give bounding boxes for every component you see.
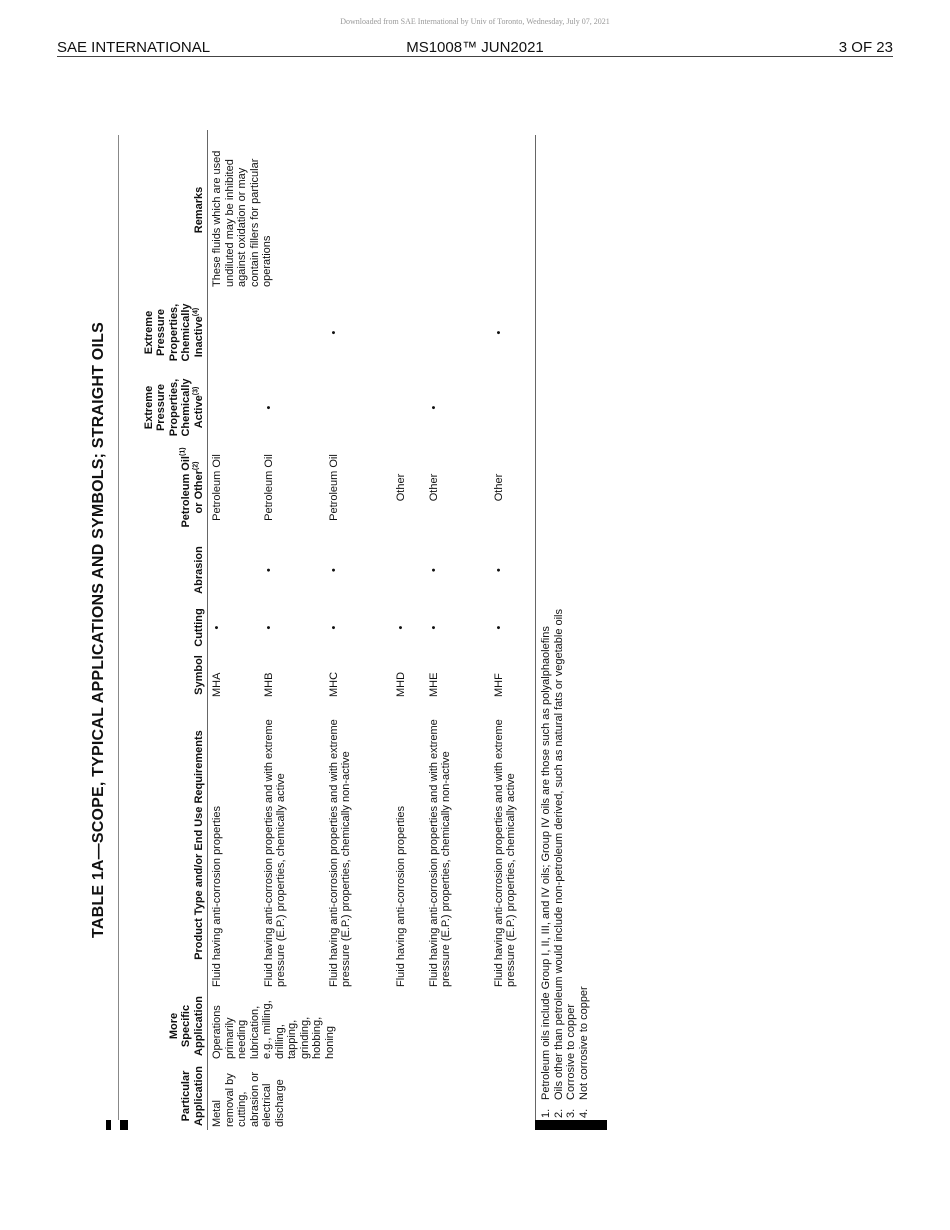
header-org: SAE INTERNATIONAL [57, 39, 211, 56]
symbol-cell: MHF [492, 673, 505, 697]
oil-type-cell: Petroleum Oil [211, 454, 223, 521]
footnote [565, 135, 578, 1120]
ep-active-cell: • [427, 405, 440, 410]
footnote-text: Not corrosive to copper [577, 986, 590, 1100]
oil-type-cell: Other [492, 473, 505, 502]
abrasion-cell: • [427, 568, 440, 572]
symbol-cell: MHE [427, 672, 440, 697]
symbol-cell: MHC [327, 671, 340, 697]
product-cell: Fluid having anti-corrosion properties and with extreme pressure (E.P.) properties, chemically non-active [327, 719, 352, 987]
header-row [120, 130, 208, 1130]
table-top-rule [118, 135, 119, 1120]
cutting-cell: • [492, 625, 505, 630]
footnote-ref: (4) [191, 307, 199, 317]
footnote [553, 135, 566, 1120]
footnote-number: 4. [577, 1108, 590, 1118]
page-header [57, 39, 893, 57]
ep-active-cell [490, 375, 530, 440]
margin-bar [106, 1120, 111, 1130]
symbol-cell: MHA [211, 672, 223, 697]
ep-inactive-cell: • [492, 330, 505, 335]
abrasion-cell: • [262, 568, 275, 572]
oil-type-cell: Other [394, 473, 407, 502]
footnote-number: 1. [540, 1108, 552, 1118]
petroleum-label: Petroleum Oil [180, 456, 192, 528]
applications-table [120, 130, 530, 1130]
ep-active-cell [325, 375, 392, 440]
abrasion-cell [208, 535, 260, 605]
abrasion-cell [392, 535, 425, 605]
ep-active-cell: • [262, 405, 275, 410]
col-header-particular: Particular Application [120, 1062, 208, 1130]
footnote-ref: (2) [191, 461, 199, 471]
download-notice: Downloaded from SAE International by Univ of Toronto, Wednesday, July 07, 2021 [340, 17, 610, 26]
footnote-number: 3. [565, 1108, 577, 1118]
cutting-cell: • [262, 625, 275, 630]
footnote-text: Oils other than petroleum would include non-petroleum derived, such as natural fats or vegetable oils [552, 609, 565, 1100]
col-header-specific: More Specific Application [120, 990, 208, 1062]
table-title: TABLE 1A—SCOPE, TYPICAL APPLICATIONS AND SYMBOLS; STRAIGHT OILS [90, 322, 107, 938]
oil-type-cell: Petroleum Oil [327, 454, 340, 521]
product-cell: Fluid having anti-corrosion properties [211, 806, 223, 987]
particular-application: Metal removal by cutting, abrasion or electrical discharge [211, 1071, 286, 1127]
col-header-abrasion: Abrasion [120, 535, 208, 605]
footnote [540, 135, 553, 1120]
product-cell: Fluid having anti-corrosion properties and with extreme pressure (E.P.) properties, chemically active [492, 719, 517, 987]
symbol-cell: MHD [394, 671, 407, 697]
col-header-ep-inactive [120, 290, 208, 375]
header-page-number: 3 OF 23 [838, 39, 893, 56]
col-header-product: Product Type and/or End Use Requirements [120, 700, 208, 990]
margin-bar [535, 1120, 607, 1130]
cutting-cell: • [327, 625, 340, 630]
ep-active-cell [208, 375, 260, 440]
cutting-cell: • [211, 625, 223, 630]
ep-inactive-cell: • [327, 330, 340, 335]
remarks-cell: These fluids which are used undiluted may be inhibited against oxidation or may contain fillers for particular operations [211, 150, 273, 287]
oil-type-cell: Other [427, 473, 440, 502]
or-other-label: or Other [192, 470, 205, 514]
product-cell: Fluid having anti-corrosion properties [394, 806, 407, 987]
footnotes [535, 135, 590, 1120]
abrasion-cell: • [492, 568, 505, 572]
footnote-ref: (3) [191, 386, 199, 396]
footnote-text: Petroleum oils include Group I, II, III, and IV oils; Group IV oils are those such as polyalphaolefins [540, 626, 552, 1100]
cutting-cell: • [427, 625, 440, 630]
symbol-cell: MHB [262, 672, 275, 697]
specific-application: Operations primarily needing lubrication, e.g., milling, drilling, tapping, grinding, hobbing, honing [211, 1000, 336, 1059]
ep-inactive-cell [260, 290, 325, 375]
ep-active-label: Extreme Pressure Properties, Chemically Active [142, 378, 205, 437]
product-cell: Fluid having anti-corrosion properties and with extreme pressure (E.P.) properties, chemically non-active [427, 719, 452, 987]
rotated-table-page [90, 130, 610, 1130]
ep-inactive-label: Extreme Pressure Properties, Chemically Inactive [142, 303, 205, 362]
footnote-number: 2. [552, 1108, 565, 1118]
ep-inactive-cell [392, 290, 425, 375]
col-header-ep-active [120, 375, 208, 440]
col-header-symbol: Symbol [120, 650, 208, 700]
oil-type-cell: Petroleum Oil [262, 454, 275, 521]
product-cell: Fluid having anti-corrosion properties and with extreme pressure (E.P.) properties, chemically active [262, 719, 287, 987]
ep-inactive-cell [425, 290, 490, 375]
footnote-ref: (1) [179, 447, 187, 457]
abrasion-cell: • [327, 568, 340, 572]
col-header-petroleum [120, 440, 208, 535]
footnote [578, 135, 591, 1120]
ep-inactive-cell [208, 290, 260, 375]
cutting-cell: • [394, 625, 407, 630]
table-row [208, 130, 260, 1130]
col-header-cutting: Cutting [120, 605, 208, 650]
footnote-text: Corrosive to copper [565, 1004, 577, 1100]
col-header-remarks: Remarks [120, 130, 208, 290]
header-doc-id: MS1008™ JUN2021 [406, 39, 544, 56]
ep-active-cell [392, 375, 425, 440]
